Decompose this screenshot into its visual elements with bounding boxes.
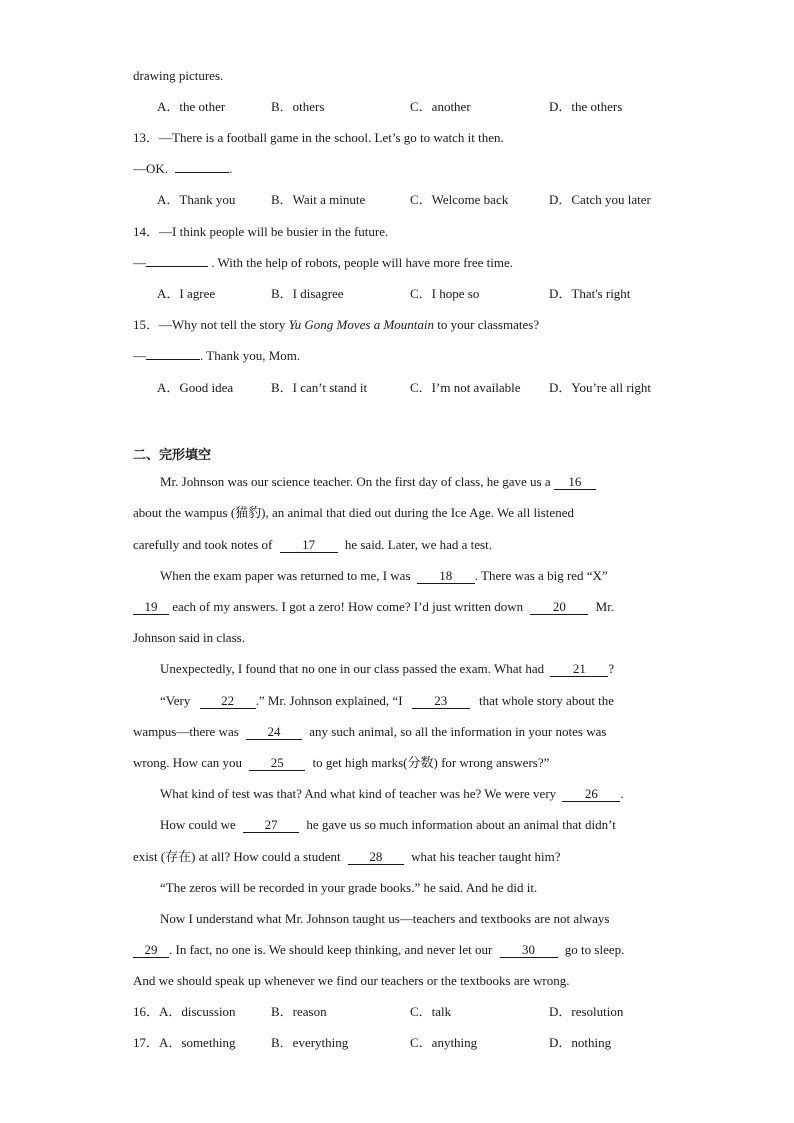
passage-line xyxy=(133,599,614,615)
q17-option-b: B．everything xyxy=(271,1035,349,1050)
passage-text: what his teacher taught him? xyxy=(411,849,561,864)
passage-text: each of my answers. I got a zero! How come? I’d just written down xyxy=(172,599,524,614)
passage-text: “Very xyxy=(160,693,191,708)
answer-blank xyxy=(146,266,208,267)
q12-option-b: B．others xyxy=(271,99,325,114)
blank-20: 20 xyxy=(530,600,588,615)
passage-text: .” Mr. Johnson explained, “I xyxy=(255,693,403,708)
q13-reply-suffix: . xyxy=(229,161,233,176)
passage-text: that whole story about the xyxy=(479,693,615,708)
answer-blank xyxy=(146,359,200,360)
q15-option-a: A．Good idea xyxy=(157,380,234,395)
q15-reply xyxy=(133,348,300,364)
blank-28: 28 xyxy=(348,850,404,865)
q13-option-c: C．Welcome back xyxy=(410,192,509,207)
passage-line xyxy=(160,817,616,833)
blank-18: 18 xyxy=(417,569,475,584)
q12-option-a: A．the other xyxy=(157,99,226,114)
passage-text: he gave us so much information about an animal that didn’t xyxy=(306,817,616,832)
blank-24: 24 xyxy=(246,725,302,740)
passage-line xyxy=(160,661,614,677)
passage-text: he said. Later, we had a test. xyxy=(344,537,492,552)
passage-line xyxy=(160,693,614,709)
passage-line xyxy=(133,849,561,865)
passage-text: . In fact, no one is. We should keep thinking, and never let our xyxy=(169,942,493,957)
blank-26: 26 xyxy=(562,787,620,802)
blank-17: 17 xyxy=(280,538,338,553)
q14-stem: 14．—I think people will be busier in the future. xyxy=(133,224,389,239)
blank-27: 27 xyxy=(243,818,299,833)
passage-text: When the exam paper was returned to me, I was xyxy=(160,568,411,583)
q17-option-a: 17．A．something xyxy=(133,1035,236,1050)
passage-line xyxy=(133,942,624,958)
passage-line xyxy=(160,474,660,490)
passage-text: any such animal, so all the information in your notes was xyxy=(309,724,607,739)
q12-option-c: C．another xyxy=(410,99,471,114)
q16-option-b: B．reason xyxy=(271,1004,327,1019)
passage-text: go to sleep. xyxy=(564,942,625,957)
q16-option-c: C．talk xyxy=(410,1004,452,1019)
passage-text: ? xyxy=(608,661,615,676)
q15-option-c: C．I’m not available xyxy=(410,380,521,395)
q12-stem-tail: drawing pictures. xyxy=(133,68,224,83)
passage-line xyxy=(160,786,624,802)
q16-option-d: D．resolution xyxy=(549,1004,624,1019)
q15-reply-suffix: . Thank you, Mom. xyxy=(200,348,301,363)
passage-line: about the wampus (猫豹), an animal that died out during the Ice Age. We all listened xyxy=(133,505,574,520)
passage-line xyxy=(133,537,492,553)
passage-text: wrong. How can you xyxy=(133,755,243,770)
blank-16: 16 xyxy=(554,475,596,490)
passage-line: Johnson said in class. xyxy=(133,630,245,645)
passage-text: Mr. xyxy=(595,599,615,614)
passage-text: . There was a big red “X” xyxy=(474,568,608,583)
q13-reply xyxy=(133,161,233,177)
passage-text: How could we xyxy=(160,817,236,832)
blank-19: 19 xyxy=(133,600,169,615)
q15-reply-prefix: — xyxy=(133,348,146,363)
blank-21: 21 xyxy=(550,662,608,677)
passage-line xyxy=(133,755,549,771)
q14-reply-suffix: . With the help of robots, people will have more free time. xyxy=(211,255,514,270)
passage-line xyxy=(160,568,608,584)
passage-line: Now I understand what Mr. Johnson taught us—teachers and textbooks are not always xyxy=(160,911,610,926)
passage-text: What kind of test was that? And what kind of teacher was he? We were very xyxy=(160,786,557,801)
q14-option-b: B．I disagree xyxy=(271,286,344,301)
passage-line: “The zeros will be recorded in your grade books.” he said. And he did it. xyxy=(160,880,538,895)
q15-stem-suffix: to your classmates? xyxy=(437,317,540,332)
q17-option-c: C．anything xyxy=(410,1035,478,1050)
passage-line xyxy=(133,724,606,740)
blank-29: 29 xyxy=(133,943,169,958)
passage-line: And we should speak up whenever we find our teachers or the textbooks are wrong. xyxy=(133,973,570,988)
q14-option-c: C．I hope so xyxy=(410,286,480,301)
q13-option-d: D．Catch you later xyxy=(549,192,651,207)
q17-option-d: D．nothing xyxy=(549,1035,612,1050)
q13-stem: 13．—There is a football game in the school. Let’s go to watch it then. xyxy=(133,130,504,145)
passage-text: Mr. Johnson was our science teacher. On the first day of class, he gave us a xyxy=(160,474,551,489)
passage-text: to get high marks(分数) for wrong answers?” xyxy=(312,755,550,770)
q15-story-title: Yu Gong Moves a Mountain xyxy=(288,317,435,332)
passage-text: carefully and took notes of xyxy=(133,537,273,552)
q15-stem xyxy=(133,317,539,333)
q13-reply-prefix: —OK. xyxy=(133,161,169,176)
q14-reply-prefix: — xyxy=(133,255,146,270)
q15-stem-prefix: 15．—Why not tell the story xyxy=(133,317,286,332)
q15-option-d: D．You’re all right xyxy=(549,380,651,395)
answer-blank xyxy=(175,172,229,173)
passage-text: exist (存在) at all? How could a student xyxy=(133,849,341,864)
passage-text: Unexpectedly, I found that no one in our class passed the exam. What had xyxy=(160,661,545,676)
q15-option-b: B．I can’t stand it xyxy=(271,380,368,395)
q14-reply xyxy=(133,255,513,271)
q14-option-a: A．I agree xyxy=(157,286,216,301)
q12-option-d: D．the others xyxy=(549,99,623,114)
blank-30: 30 xyxy=(500,943,558,958)
section-title: 二、完形填空 xyxy=(133,448,212,463)
q13-option-b: B．Wait a minute xyxy=(271,192,366,207)
blank-25: 25 xyxy=(249,756,305,771)
passage-text: wampus—there was xyxy=(133,724,239,739)
blank-23: 23 xyxy=(412,694,470,709)
passage-text: . xyxy=(620,786,624,801)
blank-22: 22 xyxy=(200,694,256,709)
q16-option-a: 16．A．discussion xyxy=(133,1004,236,1019)
q13-option-a: A．Thank you xyxy=(157,192,236,207)
q14-option-d: D．That's right xyxy=(549,286,631,301)
